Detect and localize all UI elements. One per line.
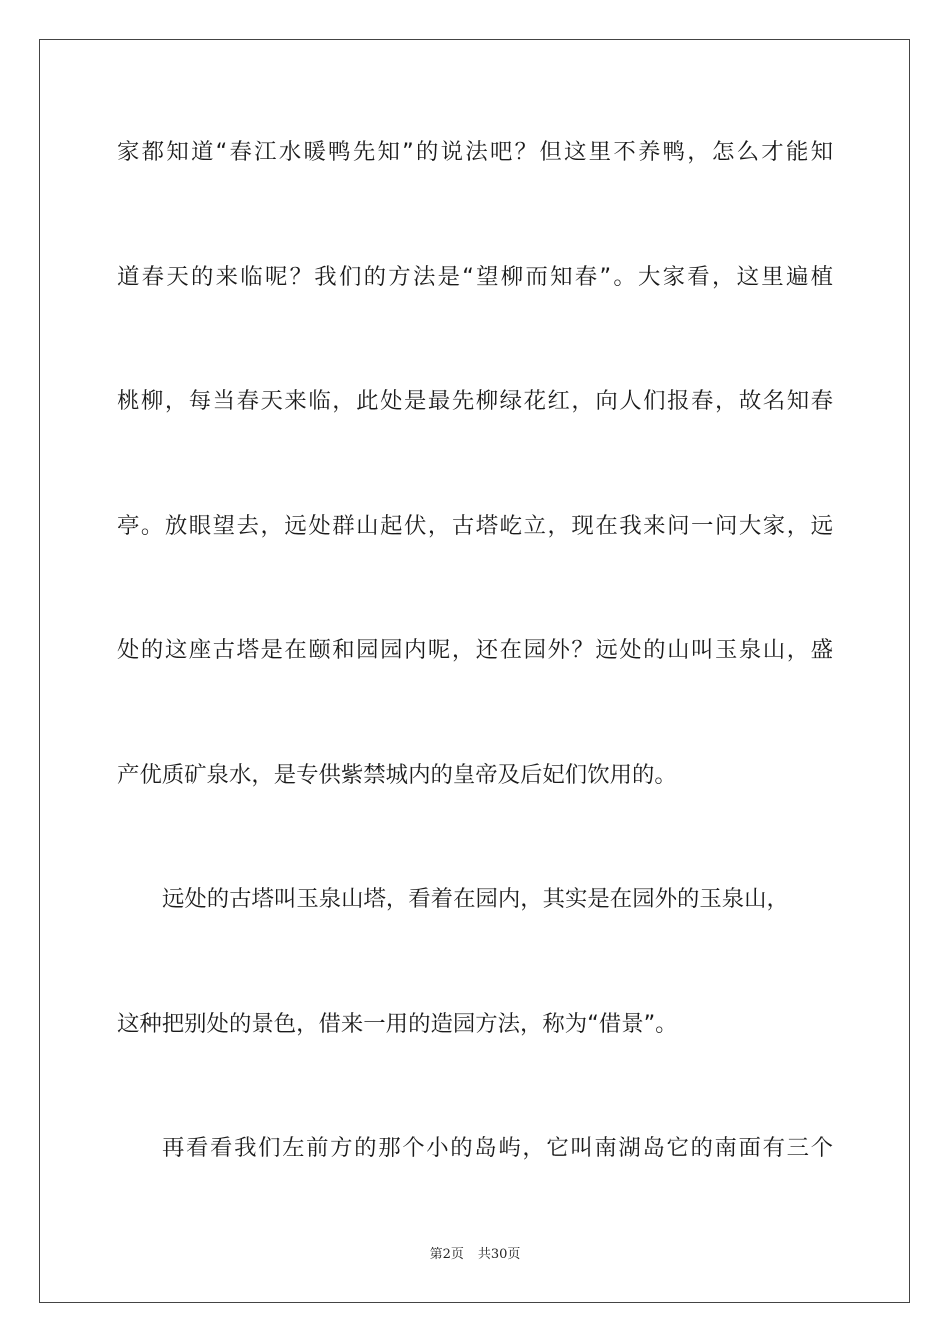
paragraph-line-2: 道春天的来临呢？我们的方法是“望柳而知春”。大家看，这里遍植	[117, 264, 833, 290]
page-total: 共30页	[477, 1247, 521, 1262]
paragraph-line-5: 处的这座古塔是在颐和园园内呢，还在园外？远处的山叫玉泉山，盛	[117, 637, 833, 663]
page-footer	[0, 1246, 950, 1264]
paragraph-line-6: 产优质矿泉水，是专供紫禁城内的皇帝及后妃们饮用的。	[117, 762, 677, 788]
paragraph-2-line-1: 远处的古塔叫玉泉山塔，看着在园内，其实是在园外的玉泉山，	[162, 886, 789, 912]
page-number: 第2页	[429, 1247, 464, 1262]
paragraph-line-1: 家都知道“春江水暖鸭先知”的说法吧？但这里不养鸭，怎么才能知	[117, 139, 833, 165]
paragraph-line-3: 桃柳，每当春天来临，此处是最先柳绿花红，向人们报春，故名知春	[117, 388, 833, 414]
page-border	[39, 39, 910, 1303]
paragraph-3-line-1: 再看看我们左前方的那个小的岛屿，它叫南湖岛它的南面有三个	[162, 1135, 833, 1161]
paragraph-line-4: 亭。放眼望去，远处群山起伏，古塔屹立，现在我来问一问大家，远	[117, 513, 833, 539]
paragraph-2-line-2: 这种把别处的景色，借来一用的造园方法，称为“借景”。	[117, 1011, 678, 1037]
